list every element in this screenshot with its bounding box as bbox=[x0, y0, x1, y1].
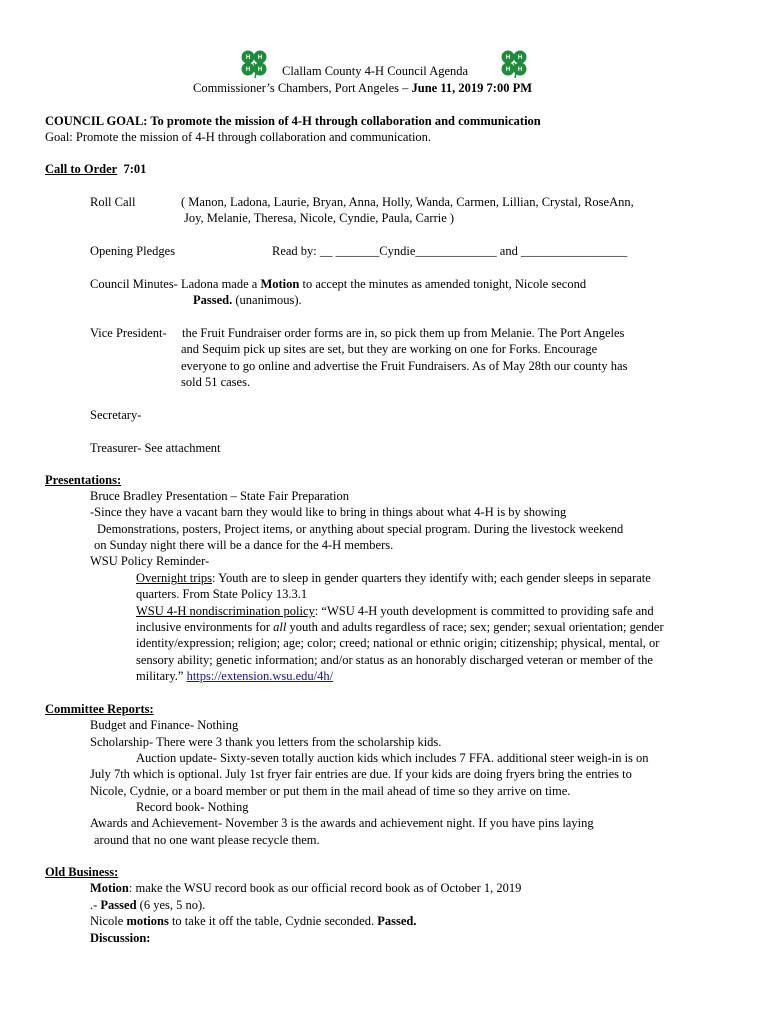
opening-pledges-label: Opening Pledges bbox=[90, 244, 176, 258]
vote-passed: Passed bbox=[100, 898, 137, 912]
old-business-motion bbox=[90, 880, 521, 896]
minutes-passed-note: (unanimous). bbox=[232, 293, 302, 307]
discussion-label: Discussion: bbox=[90, 931, 151, 945]
vice-president-line: and Sequim pick up sites are set, but they are working on one for Forks. Encourage bbox=[181, 342, 598, 356]
agenda-title: Clallam County 4-H Council Agenda bbox=[282, 64, 469, 78]
vice-president-label: Vice President- bbox=[90, 326, 167, 340]
minutes-result bbox=[193, 292, 302, 308]
overnight-trips-label: Overnight trips bbox=[136, 571, 213, 585]
presentation-line: -Since they have a vacant barn they would like to bring in things about what 4-H is by showing bbox=[90, 505, 567, 519]
vice-president-line: the Fruit Fundraiser order forms are in, so pick them up from Melanie. The Port Angeles bbox=[182, 326, 625, 340]
presentations-heading: Presentations: bbox=[45, 473, 122, 487]
motion-label: Motion bbox=[90, 881, 129, 895]
svg-text:H: H bbox=[257, 67, 263, 73]
nondiscrimination-line bbox=[136, 619, 664, 635]
vice-president-line: everyone to go online and advertise the Fruit Fundraisers. As of May 28th our county has bbox=[181, 359, 628, 373]
nondiscrimination-last: military.” bbox=[136, 669, 187, 683]
nondiscrimination-policy bbox=[136, 603, 654, 619]
overnight-trips-text: : Youth are to sleep in gender quarters they identify with; each gender sleeps in separate bbox=[212, 571, 651, 585]
awards-report-line2: around that no one want please recycle them. bbox=[94, 833, 320, 847]
old-business-heading: Old Business: bbox=[45, 865, 119, 879]
table-motions: motions bbox=[126, 914, 169, 928]
svg-text:H: H bbox=[517, 55, 523, 61]
wsu-4h-link[interactable]: https://extension.wsu.edu/4h/ bbox=[186, 669, 334, 683]
roll-call-label: Roll Call bbox=[90, 195, 136, 209]
old-business-vote bbox=[90, 897, 205, 913]
overnight-trips-source: quarters. From State Policy 13.3.1 bbox=[136, 587, 308, 601]
record-book-report: Record book- Nothing bbox=[136, 800, 249, 814]
presentation-line: on Sunday night there will be a dance for the 4-H members. bbox=[94, 538, 394, 552]
awards-report: Awards and Achievement- November 3 is the awards and achievement night. If you have pins laying bbox=[90, 816, 594, 830]
committee-reports-heading: Committee Reports: bbox=[45, 702, 154, 716]
nondiscrimination-line: sensory ability; genetic information; and/or status as an honorably discharged veteran or member of the bbox=[136, 653, 653, 667]
call-to-order-label: Call to Order bbox=[45, 162, 118, 176]
nondiscrimination-all: all bbox=[273, 620, 287, 634]
wsu-policy-title: WSU Policy Reminder- bbox=[90, 554, 210, 568]
vote-pre: .- bbox=[90, 898, 101, 912]
nondiscrimination-post: youth and adults regardless of race; sex; gender; sexual orientation; gender bbox=[286, 620, 664, 634]
svg-text:H: H bbox=[505, 67, 511, 73]
fair-entries-line: Nicole, Cydnie, or a board member or put them in the mail ahead of time so they arrive on time. bbox=[90, 784, 571, 798]
four-h-clover-icon bbox=[237, 46, 271, 80]
svg-text:H: H bbox=[257, 55, 263, 61]
location-text: Commissioner’s Chambers, Port Angeles – bbox=[193, 81, 412, 95]
nondiscrimination-label: WSU 4-H nondiscrimination policy bbox=[136, 604, 315, 618]
presentation-line: Demonstrations, posters, Project items, or anything about special program. During the livestock weekend bbox=[97, 522, 624, 536]
table-mid: to take it off the table, Cydnie seconded. bbox=[168, 914, 378, 928]
fair-entries-line: July 7th which is optional. July 1st fryer fair entries are due. If your kids are doing fryers bring the entries to bbox=[90, 767, 632, 781]
motion-text: : make the WSU record book as our official record book as of October 1, 2019 bbox=[128, 881, 522, 895]
council-goal-heading: COUNCIL GOAL: To promote the mission of 4-H through collaboration and communication bbox=[45, 114, 541, 128]
svg-text:H: H bbox=[245, 55, 251, 61]
call-to-order bbox=[45, 161, 146, 177]
council-minutes bbox=[90, 276, 586, 292]
goal-text: Goal: Promote the mission of 4-H through collaboration and communication. bbox=[45, 130, 432, 144]
minutes-text-after: to accept the minutes as amended tonight, Nicole second bbox=[299, 277, 587, 291]
four-h-clover-icon bbox=[497, 46, 531, 80]
overnight-trips-policy bbox=[136, 570, 651, 586]
presentation-title: Bruce Bradley Presentation – State Fair Preparation bbox=[90, 489, 349, 503]
vice-president-line: sold 51 cases. bbox=[181, 375, 251, 389]
old-business-table-motion bbox=[90, 913, 416, 929]
scholarship-report: Scholarship- There were 3 thank you letters from the scholarship kids. bbox=[90, 735, 442, 749]
svg-text:H: H bbox=[245, 67, 251, 73]
minutes-passed: Passed. bbox=[193, 293, 233, 307]
nondiscrimination-last-line bbox=[136, 668, 333, 684]
opening-pledges-readers: Read by: __ _______Cyndie_____________ and _________________ bbox=[272, 244, 628, 258]
roll-call-names-line2: Joy, Melanie, Theresa, Nicole, Cyndie, Paula, Carrie ) bbox=[184, 211, 455, 225]
vote-count: (6 yes, 5 no). bbox=[136, 898, 206, 912]
secretary-report: Secretary- bbox=[90, 408, 142, 422]
meeting-location bbox=[193, 80, 532, 96]
svg-text:H: H bbox=[517, 67, 523, 73]
svg-text:H: H bbox=[505, 55, 511, 61]
treasurer-report: Treasurer- See attachment bbox=[90, 441, 221, 455]
nondiscrimination-pre: inclusive environments for bbox=[136, 620, 274, 634]
minutes-text: Council Minutes- Ladona made a bbox=[90, 277, 261, 291]
budget-finance-report: Budget and Finance- Nothing bbox=[90, 718, 239, 732]
call-to-order-time: 7:01 bbox=[123, 162, 147, 176]
nondiscrimination-line: identity/expression; religion; age; color; creed; national or ethnic origin; citizenship; physical, mental, or bbox=[136, 636, 660, 650]
minutes-motion: Motion bbox=[260, 277, 300, 291]
table-pre: Nicole bbox=[90, 914, 127, 928]
meeting-date: June 11, 2019 7:00 PM bbox=[411, 81, 532, 95]
nondiscrimination-text: : “WSU 4-H youth development is committed to providing safe and bbox=[314, 604, 654, 618]
roll-call-names-line1: ( Manon, Ladona, Laurie, Bryan, Anna, Holly, Wanda, Carmen, Lillian, Crystal, RoseAnn, bbox=[181, 195, 634, 209]
auction-update: Auction update- Sixty-seven totally auction kids which includes 7 FFA. additional steer weigh-in is on bbox=[136, 751, 649, 765]
table-passed: Passed. bbox=[377, 914, 417, 928]
